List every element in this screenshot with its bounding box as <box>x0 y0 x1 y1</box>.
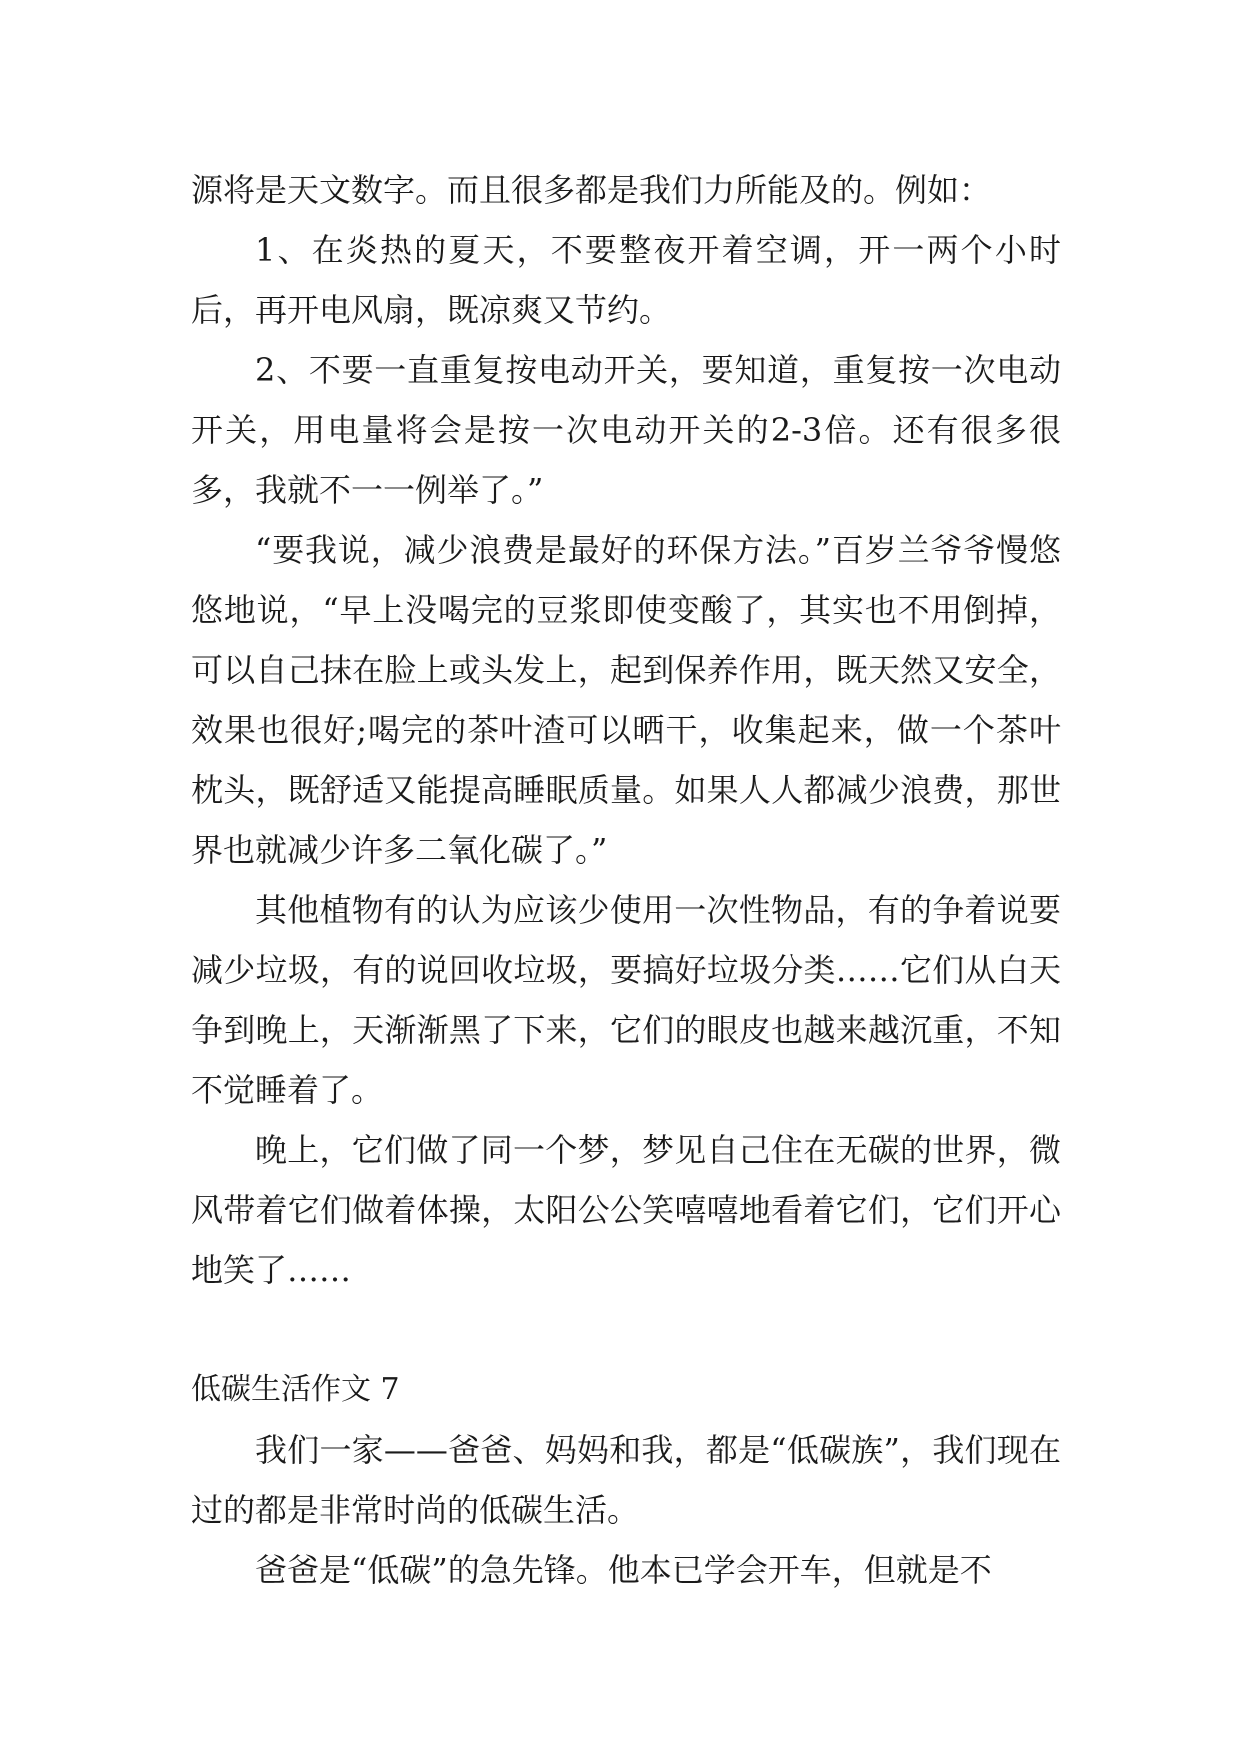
paragraph: 我们一家——爸爸、妈妈和我，都是“低碳族”，我们现在过的都是非常时尚的低碳生活。 <box>191 1431 1061 1529</box>
paragraph: 1、在炎热的夏天，不要整夜开着空调，开一两个小时后，再开电风扇，既凉爽又节约。 <box>191 231 1061 329</box>
document-body <box>191 160 1061 1600</box>
paragraph: 其他植物有的认为应该少使用一次性物品，有的争着说要减少垃圾，有的说回收垃圾，要搞好垃圾分类……它们从白天争到晚上，天渐渐黑了下来，它们的眼皮也越来越沉重，不知不觉睡着了。 <box>191 891 1061 1109</box>
paragraph: “要我说，减少浪费是最好的环保方法。”百岁兰爷爷慢悠悠地说，“早上没喝完的豆浆即使变酸了，其实也不用倒掉，可以自己抹在脸上或头发上，起到保养作用，既天然又安全，效果也很好;喝完的茶叶渣可以晒干，收集起来，做一个茶叶枕头，既舒适又能提高睡眠质量。如果人人都减少浪费，那世界也就减少许多二氧化碳了。” <box>191 531 1061 869</box>
section-heading: 低碳生活作文 7 <box>191 1372 400 1407</box>
paragraph: 爸爸是“低碳”的急先锋。他本已学会开车，但就是不 <box>255 1551 992 1589</box>
paragraph: 源将是天文数字。而且很多都是我们力所能及的。例如： <box>191 171 992 209</box>
paragraph: 晚上，它们做了同一个梦，梦见自己住在无碳的世界，微风带着它们做着体操，太阳公公笑嘻嘻地看着它们，它们开心地笑了…… <box>191 1131 1061 1289</box>
paragraph: 2、不要一直重复按电动开关，要知道，重复按一次电动开关，用电量将会是按一次电动开关的2-3倍。还有很多很多，我就不一一例举了。” <box>191 351 1061 509</box>
